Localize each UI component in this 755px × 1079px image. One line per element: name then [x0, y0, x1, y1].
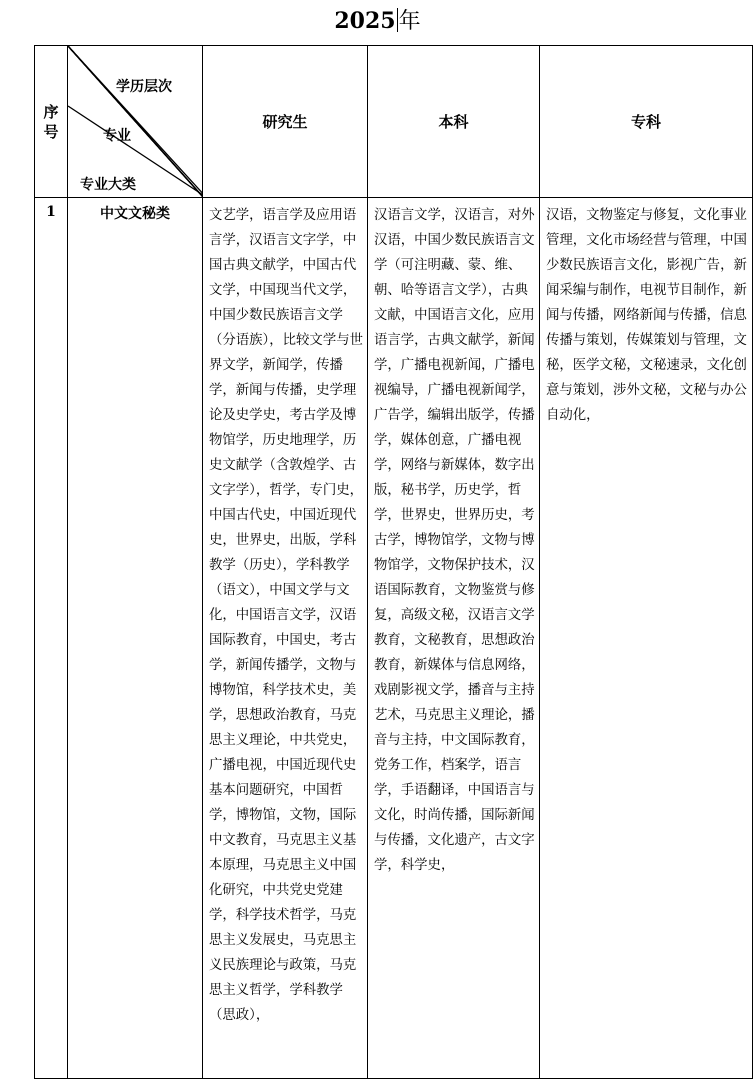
header-college: 专科	[540, 46, 753, 198]
title-suffix: 年	[398, 9, 421, 34]
page-title	[0, 4, 755, 35]
row-graduate-majors: 文艺学，语言学及应用语言学，汉语言文字学，中国古典文献学，中国古代文学，中国现当代文学，中国少数民族语言文学（分语族），比较文学与世界文学，新闻学，传播学，新闻与传播，史学理论及史学史，考古学及博物馆学，历史地理学，历史文献学（含敦煌学、古文字学），哲学，专门史，中国古代史，中国近现代史，世界史，出版，学科教学（历史），学科教学（语文），中国文学与文化，中国语言文学，汉语国际教育，中国史，考古学，新闻传播学，文物与博物馆，科学技术史，美学，思想政治教育，马克思主义理论，中共党史，广播电视，中国近现代史基本问题研究，中国哲学，博物馆，文物，国际中文教育，马克思主义基本原理，马克思主义中国化研究，中共党史党建学，科学技术哲学，马克思主义发展史，马克思主义民族理论与政策，马克思主义哲学，学科教学（思政），	[203, 198, 368, 1079]
row-undergraduate-majors: 汉语言文学，汉语言，对外汉语，中国少数民族语言文学（可注明藏、蒙、维、朝、哈等语言文学），古典文献，中国语言文化，应用语言学，古典文献学，新闻学，广播电视新闻，广播电视编导，广播电视新闻学，广告学，编辑出版学，传播学，媒体创意，广播电视学，网络与新媒体，数字出版，秘书学，历史学，哲学，世界史，世界历史，考古学，博物馆学，文物与博物馆学，文物保护技术，汉语国际教育，文物鉴赏与修复，高级文秘，汉语言文学教育，文秘教育，思想政治教育，新媒体与信息网络，戏剧影视文学，播音与主持艺术，马克思主义理论，播音与主持，中文国际教育，党务工作，档案学，语言学，手语翻译，中国语言与文化，时尚传播，国际新闻与传播，文化遗产，古文字学，科学史，	[368, 198, 540, 1079]
text-cursor	[397, 8, 398, 32]
header-diagonal-cell	[68, 46, 203, 198]
diagonal-label-category: 专业大类	[80, 177, 136, 193]
row-college-majors: 汉语，文物鉴定与修复，文化事业管理，文化市场经营与管理，中国少数民族语言文化，影视广告，新闻采编与制作，电视节目制作，新闻与传播，网络新闻与传播，信息传播与策划，传媒策划与管理，文秘，医学文秘，文秘速录，文化创意与策划，涉外文秘，文秘与办公自动化，	[540, 198, 753, 1079]
diagonal-label-level: 学历层次	[116, 79, 172, 95]
title-year: 2025	[334, 8, 396, 34]
row-category: 中文文秘类	[68, 198, 203, 1079]
table-row	[35, 198, 753, 1079]
header-row	[35, 46, 753, 198]
row-serial: 1	[35, 198, 68, 1079]
header-undergraduate: 本科	[368, 46, 540, 198]
diagonal-label-major: 专业	[103, 128, 131, 144]
header-serial: 序号	[35, 46, 68, 198]
major-catalog-table	[34, 45, 753, 1079]
header-graduate: 研究生	[203, 46, 368, 198]
